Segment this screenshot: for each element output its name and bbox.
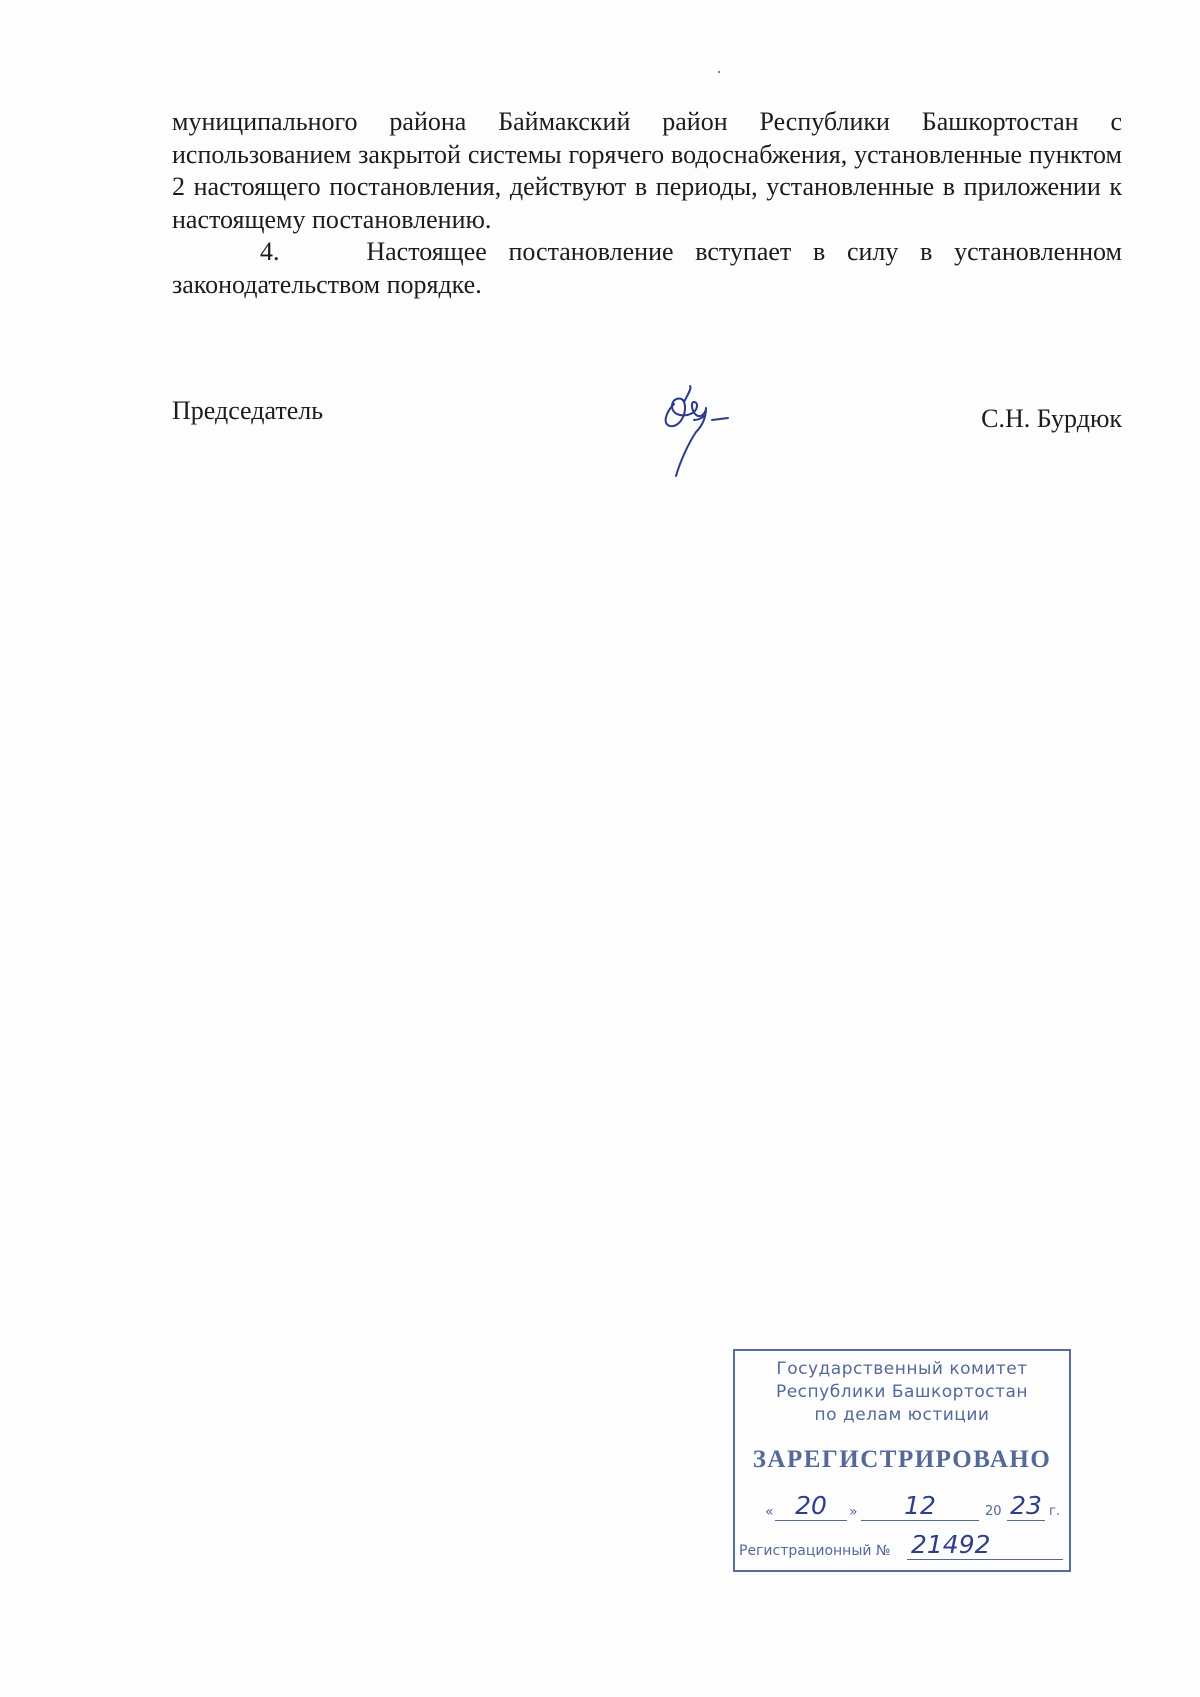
signatory-name: С.Н. Бурдюк: [981, 404, 1122, 433]
year-prefix: 20: [985, 1504, 1002, 1519]
registration-number: 21492: [907, 1531, 1063, 1560]
paragraph-continuation: муниципального района Баймакский район Республики Башкортостан с использованием закрытой системы горячего водоснабжения, установленные пунктом 2 настоящего постановления, действуют в периоды, установленные в приложении к настоящему постановлению.: [172, 107, 1122, 234]
paragraph-4: 4. Настоящее постановление вступает в силу в установленном законодательством порядке.: [172, 237, 1122, 299]
stamp-authority-line-1: Государственный комитет: [776, 1359, 1028, 1379]
registration-year: 23: [1007, 1492, 1045, 1521]
stamp-authority-line-3: по делам юстиции: [814, 1405, 990, 1425]
document-body: [172, 106, 1122, 301]
signatory-title: Председатель: [172, 396, 324, 425]
registration-day: 20: [775, 1492, 847, 1521]
stamp-authority-line-2: Республики Башкортостан: [775, 1382, 1029, 1402]
stamp-registered-label: ЗАРЕГИСТРИРОВАНО: [752, 1446, 1052, 1473]
stamp-date-row: [765, 1491, 1060, 1524]
date-quote-close: »: [849, 1504, 858, 1520]
scan-speck: [718, 71, 720, 73]
handwritten-signature: [636, 372, 746, 482]
year-suffix: г.: [1049, 1504, 1060, 1519]
registration-number-label: Регистрационный №: [739, 1543, 891, 1559]
registration-month: 12: [861, 1492, 979, 1521]
signature-block: [172, 390, 1122, 490]
stamp-registration-row: [739, 1531, 1064, 1563]
registration-stamp: [733, 1349, 1071, 1572]
date-quote-open: «: [765, 1504, 774, 1520]
